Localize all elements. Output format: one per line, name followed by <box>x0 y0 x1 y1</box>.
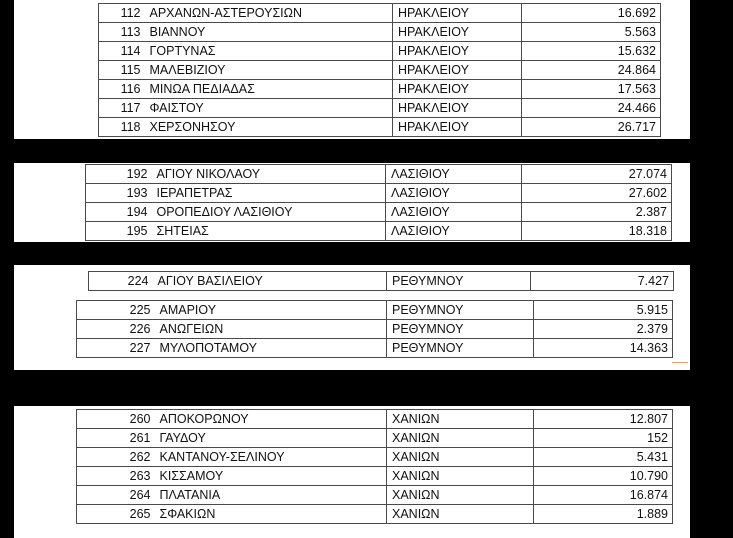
municipality-name: ΜΥΛΟΠΟΤΑΜΟΥ <box>155 339 387 358</box>
region-name: ΗΡΑΚΛΕΙΟΥ <box>393 118 522 137</box>
table-row <box>89 272 674 291</box>
region-name: ΧΑΝΙΩΝ <box>387 486 534 505</box>
municipality-name: ΜΙΝΩΑ ΠΕΔΙΑΔΑΣ <box>145 80 393 99</box>
table-row <box>86 165 672 184</box>
municipality-code: 192 <box>86 165 152 184</box>
population-value: 26.717 <box>522 118 661 137</box>
municipality-name: ΑΜΑΡΙΟΥ <box>155 301 387 320</box>
municipality-code: 116 <box>99 80 145 99</box>
region-name: ΧΑΝΙΩΝ <box>387 505 534 524</box>
table-row <box>77 467 673 486</box>
region-name: ΧΑΝΙΩΝ <box>387 429 534 448</box>
region-name: ΡΕΘΥΜΝΟΥ <box>387 320 534 339</box>
population-value: 152 <box>534 429 673 448</box>
population-value: 7.427 <box>531 272 674 291</box>
table-row <box>77 429 673 448</box>
table-row <box>77 320 673 339</box>
population-value: 16.874 <box>534 486 673 505</box>
municipality-name: ΣΗΤΕΙΑΣ <box>152 222 386 241</box>
heraklion-table <box>98 3 661 137</box>
region-name: ΧΑΝΙΩΝ <box>387 410 534 429</box>
section-chania <box>14 406 690 538</box>
municipality-code: 260 <box>77 410 155 429</box>
region-name: ΧΑΝΙΩΝ <box>387 467 534 486</box>
municipality-code: 118 <box>99 118 145 137</box>
table-row <box>99 42 661 61</box>
region-name: ΛΑΣΙΘΙΟΥ <box>386 184 522 203</box>
rethymno-table-bottom <box>76 300 673 358</box>
table-row <box>99 99 661 118</box>
municipality-code: 224 <box>89 272 153 291</box>
region-name: ΡΕΘΥΜΝΟΥ <box>387 339 534 358</box>
municipality-code: 225 <box>77 301 155 320</box>
table-row <box>86 222 672 241</box>
municipality-name: ΣΦΑΚΙΩΝ <box>155 505 387 524</box>
region-name: ΗΡΑΚΛΕΙΟΥ <box>393 4 522 23</box>
municipality-name: ΦΑΙΣΤΟΥ <box>145 99 393 118</box>
municipality-code: 112 <box>99 4 145 23</box>
municipality-code: 226 <box>77 320 155 339</box>
population-value: 14.363 <box>534 339 673 358</box>
table-row <box>77 301 673 320</box>
population-value: 27.602 <box>522 184 672 203</box>
municipality-name: ΚΙΣΣΑΜΟΥ <box>155 467 387 486</box>
lasithi-table <box>85 164 672 241</box>
population-value: 15.632 <box>522 42 661 61</box>
region-name: ΡΕΘΥΜΝΟΥ <box>387 272 531 291</box>
table-row <box>77 410 673 429</box>
municipality-name: ΓΟΡΤΥΝΑΣ <box>145 42 393 61</box>
municipality-name: ΑΡΧΑΝΩΝ-ΑΣΤΕΡΟΥΣΙΩΝ <box>145 4 393 23</box>
table-row <box>99 118 661 137</box>
municipality-code: 114 <box>99 42 145 61</box>
municipality-code: 113 <box>99 23 145 42</box>
region-name: ΗΡΑΚΛΕΙΟΥ <box>393 42 522 61</box>
municipality-name: ΠΛΑΤΑΝΙΑ <box>155 486 387 505</box>
table-row <box>99 61 661 80</box>
municipality-code: 265 <box>77 505 155 524</box>
municipality-code: 227 <box>77 339 155 358</box>
population-value: 5.431 <box>534 448 673 467</box>
municipality-code: 193 <box>86 184 152 203</box>
municipality-code: 194 <box>86 203 152 222</box>
municipality-name: ΟΡΟΠΕΔΙΟΥ ΛΑΣΙΘΙΟΥ <box>152 203 386 222</box>
edge-mark <box>672 362 688 363</box>
region-name: ΗΡΑΚΛΕΙΟΥ <box>393 61 522 80</box>
municipality-code: 195 <box>86 222 152 241</box>
municipality-name: ΑΝΩΓΕΙΩΝ <box>155 320 387 339</box>
table-row <box>77 339 673 358</box>
population-value: 12.807 <box>534 410 673 429</box>
municipality-name: ΑΓΙΟΥ ΒΑΣΙΛΕΙΟΥ <box>153 272 387 291</box>
population-value: 17.563 <box>522 80 661 99</box>
table-row <box>99 23 661 42</box>
population-value: 10.790 <box>534 467 673 486</box>
municipality-code: 262 <box>77 448 155 467</box>
population-value: 2.387 <box>522 203 672 222</box>
population-value: 1.889 <box>534 505 673 524</box>
region-name: ΗΡΑΚΛΕΙΟΥ <box>393 99 522 118</box>
population-value: 2.379 <box>534 320 673 339</box>
municipality-name: ΙΕΡΑΠΕΤΡΑΣ <box>152 184 386 203</box>
region-name: ΡΕΘΥΜΝΟΥ <box>387 301 534 320</box>
population-value: 27.074 <box>522 165 672 184</box>
rethymno-table-top <box>88 271 674 291</box>
population-value: 24.466 <box>522 99 661 118</box>
municipality-code: 115 <box>99 61 145 80</box>
municipality-name: ΧΕΡΣΟΝΗΣΟΥ <box>145 118 393 137</box>
municipality-name: ΑΓΙΟΥ ΝΙΚΟΛΑΟΥ <box>152 165 386 184</box>
region-name: ΗΡΑΚΛΕΙΟΥ <box>393 23 522 42</box>
table-row <box>77 505 673 524</box>
table-row <box>99 80 661 99</box>
section-rethymno <box>14 265 690 370</box>
population-value: 5.915 <box>534 301 673 320</box>
table-row <box>77 448 673 467</box>
municipality-name: ΒΙΑΝΝΟΥ <box>145 23 393 42</box>
chania-table <box>76 409 673 524</box>
municipality-name: ΚΑΝΤΑΝΟΥ-ΣΕΛΙΝΟΥ <box>155 448 387 467</box>
table-row <box>77 486 673 505</box>
region-name: ΛΑΣΙΘΙΟΥ <box>386 165 522 184</box>
section-lasithi <box>14 163 690 242</box>
table-row <box>86 203 672 222</box>
municipality-code: 263 <box>77 467 155 486</box>
municipality-name: ΑΠΟΚΟΡΩΝΟΥ <box>155 410 387 429</box>
section-heraklion <box>14 0 690 139</box>
region-name: ΗΡΑΚΛΕΙΟΥ <box>393 80 522 99</box>
population-value: 5.563 <box>522 23 661 42</box>
municipality-name: ΓΑΥΔΟΥ <box>155 429 387 448</box>
population-value: 24.864 <box>522 61 661 80</box>
population-value: 18.318 <box>522 222 672 241</box>
table-row <box>86 184 672 203</box>
population-value: 16.692 <box>522 4 661 23</box>
region-name: ΧΑΝΙΩΝ <box>387 448 534 467</box>
region-name: ΛΑΣΙΘΙΟΥ <box>386 203 522 222</box>
municipality-code: 261 <box>77 429 155 448</box>
municipality-code: 117 <box>99 99 145 118</box>
region-name: ΛΑΣΙΘΙΟΥ <box>386 222 522 241</box>
municipality-code: 264 <box>77 486 155 505</box>
municipality-name: ΜΑΛΕΒΙΖΙΟΥ <box>145 61 393 80</box>
table-row <box>99 4 661 23</box>
